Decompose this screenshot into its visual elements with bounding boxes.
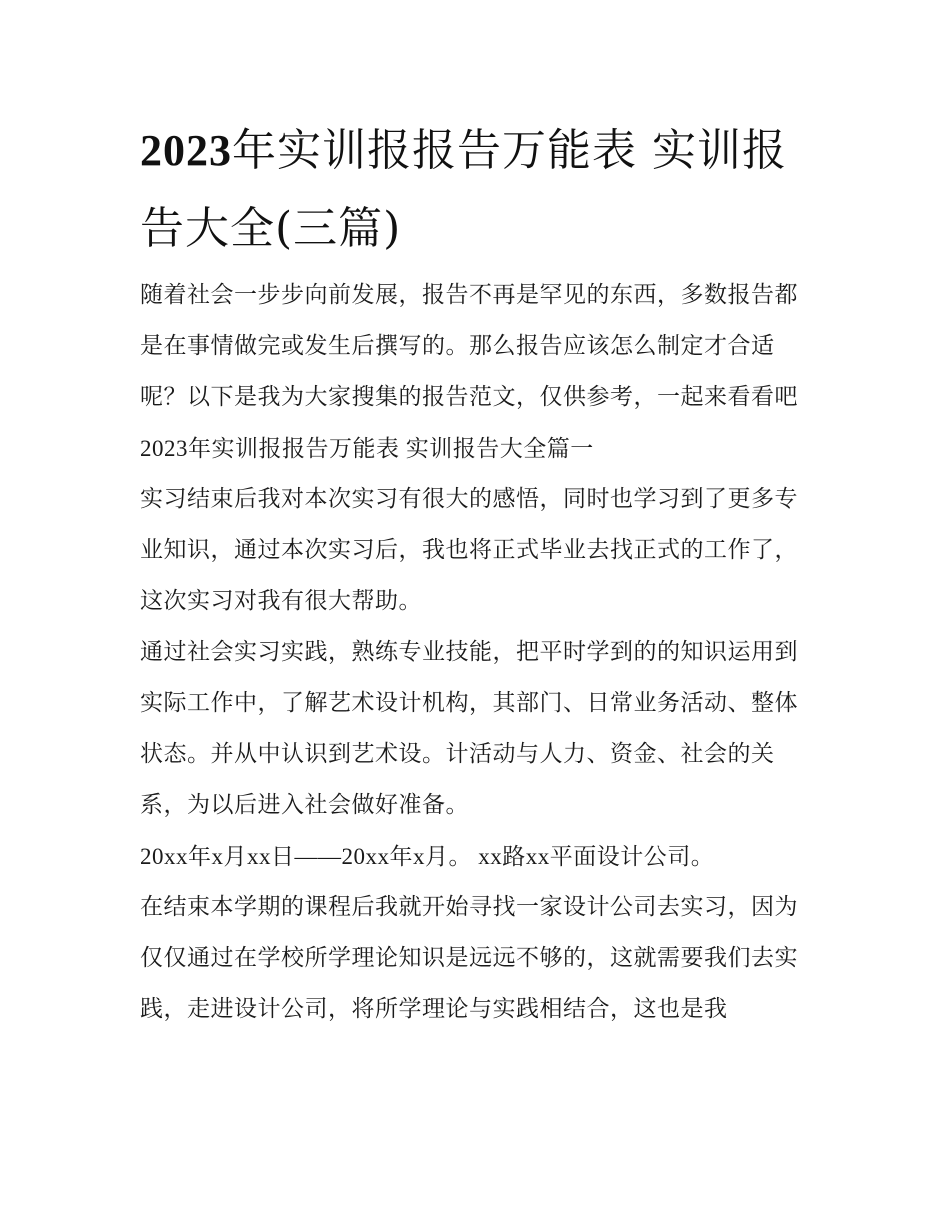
title-year: 2023	[140, 126, 232, 175]
document-title	[140, 112, 820, 268]
section-heading: 2023年实训报报告万能表 实训报告大全篇一	[140, 436, 594, 461]
date-location-line: 20xx年x月xx日——20xx年x月。 xx路xx平面设计公司。	[140, 844, 715, 869]
body-paragraph: 在结束本学期的课程后我就开始寻找一家设计公司去实习，因为仅仅通过在学校所学理论知识是远远不够的，这就需要我们去实践，走进设计公司，将所学理论与实践相结合，这也是我	[140, 894, 798, 1022]
title-text: 年实训报报告万能表 实训报告大全(三篇)	[140, 125, 787, 254]
body-paragraph: 实习结束后我对本次实习有很大的感悟，同时也学习到了更多专业知识，通过本次实习后，我也将正式毕业去找正式的工作了，这次实习对我有很大帮助。	[140, 486, 798, 614]
document-body	[140, 270, 820, 1035]
intro-paragraph: 随着社会一步步向前发展，报告不再是罕见的东西，多数报告都是在事情做完或发生后撰写的。那么报告应该怎么制定才合适呢？以下是我为大家搜集的报告范文，仅供参考，一起来看看吧	[140, 282, 798, 410]
body-paragraph: 通过社会实习实践，熟练专业技能，把平时学到的的知识运用到实际工作中，了解艺术设计机构，其部门、日常业务活动、整体状态。并从中认识到艺术设。计活动与人力、资金、社会的关系，为以后进入社会做好准备。	[140, 639, 798, 818]
